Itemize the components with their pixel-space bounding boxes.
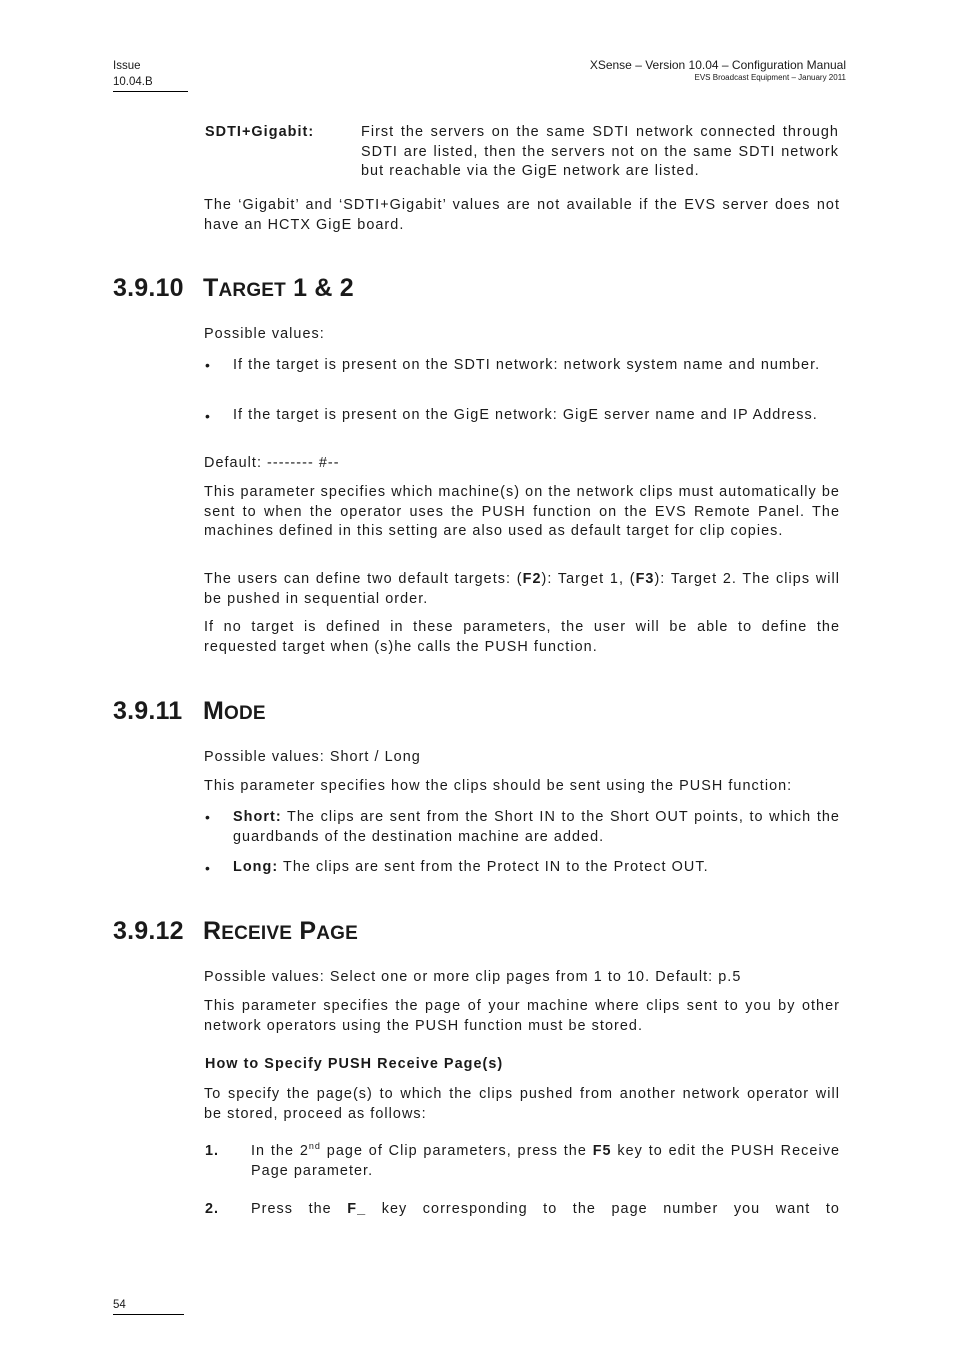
possible-values-label: Possible values: [204, 326, 325, 342]
possible-values-label: Possible values: Select one or more clip pages from 1 to 10. Default: p.5 [204, 969, 742, 985]
paragraph: This parameter specifies how the clips should be sent using the PUSH function: [204, 778, 793, 794]
subheading-push-receive: How to Specify PUSH Receive Page(s) [205, 1056, 504, 1072]
issue-label: Issue [113, 60, 141, 72]
header-issue [113, 58, 188, 92]
section-number: 3.9.10 [113, 274, 184, 302]
paragraph-default-targets: The users can define two default targets: (F2): Target 1, (F3): Target 2. The clips will be pushed in sequential order. [204, 571, 840, 607]
step-item: In the 2nd page of Clip parameters, press the F5 key to edit the PUSH Receive Page parameter. [251, 1141, 840, 1179]
section-number: 3.9.11 [113, 697, 183, 725]
bullet-icon: • [205, 860, 210, 876]
gigabit-note: The ‘Gigabit’ and ‘SDTI+Gigabit’ values are not available if the EVS server does not have an HCTX GigE board. [204, 197, 840, 233]
bullet-icon: • [205, 357, 210, 373]
list-item: If the target is present on the SDTI network: network system name and number. [233, 357, 821, 373]
sdti-gigabit-description: First the servers on the same SDTI network connected through SDTI are listed, then the servers not on the same SDTI network but reachable via the GigE network are listed. [361, 124, 839, 179]
default-value: Default: -------- #-- [204, 455, 340, 471]
sdti-gigabit-term: SDTI+Gigabit: [205, 124, 315, 140]
paragraph: This parameter specifies the page of your machine where clips sent to you by other network operators using the PUSH function must be stored. [204, 998, 840, 1034]
paragraph: To specify the page(s) to which the clips pushed from another network operator will be stored, proceed as follows: [204, 1086, 840, 1122]
section-number: 3.9.12 [113, 917, 184, 945]
document-title: XSense – Version 10.04 – Configuration Manual [589, 58, 846, 72]
step-number: 1. [205, 1143, 220, 1159]
bullet-icon: • [205, 809, 210, 825]
list-item-short: Short: The clips are sent from the Short IN to the Short OUT points, to which the guardbands of the destination machine are added. [233, 809, 840, 845]
step-number: 2. [205, 1201, 220, 1217]
paragraph: If no target is defined in these parameters, the user will be able to define the requested target when (s)he calls the PUSH function. [204, 619, 840, 655]
list-item: If the target is present on the GigE network: GigE server name and IP Address. [233, 407, 818, 423]
document-subtitle: EVS Broadcast Equipment – January 2011 [694, 73, 846, 82]
section-heading-mode: 3.9.11 MODE [113, 697, 266, 725]
page-number: 54 [113, 1297, 184, 1315]
header-title-block [590, 58, 846, 83]
possible-values-label: Possible values: Short / Long [204, 749, 421, 765]
bullet-icon: • [205, 408, 210, 424]
paragraph: This parameter specifies which machine(s) on the network clips must automatically be sent to when the operator uses the PUSH function on the EVS Remote Panel. The machines defined in this setting are also used as default target for clip copies. [204, 484, 840, 539]
section-heading-target: 3.9.10 TARGET 1 & 2 [113, 274, 354, 302]
step-item: Press the F_ key corresponding to the page number you want to [251, 1201, 840, 1217]
issue-number: 10.04.B [113, 76, 153, 88]
list-item-long: Long: The clips are sent from the Protect IN to the Protect OUT. [233, 859, 709, 875]
section-heading-receive-page: 3.9.12 RECEIVE PAGE [113, 917, 358, 945]
